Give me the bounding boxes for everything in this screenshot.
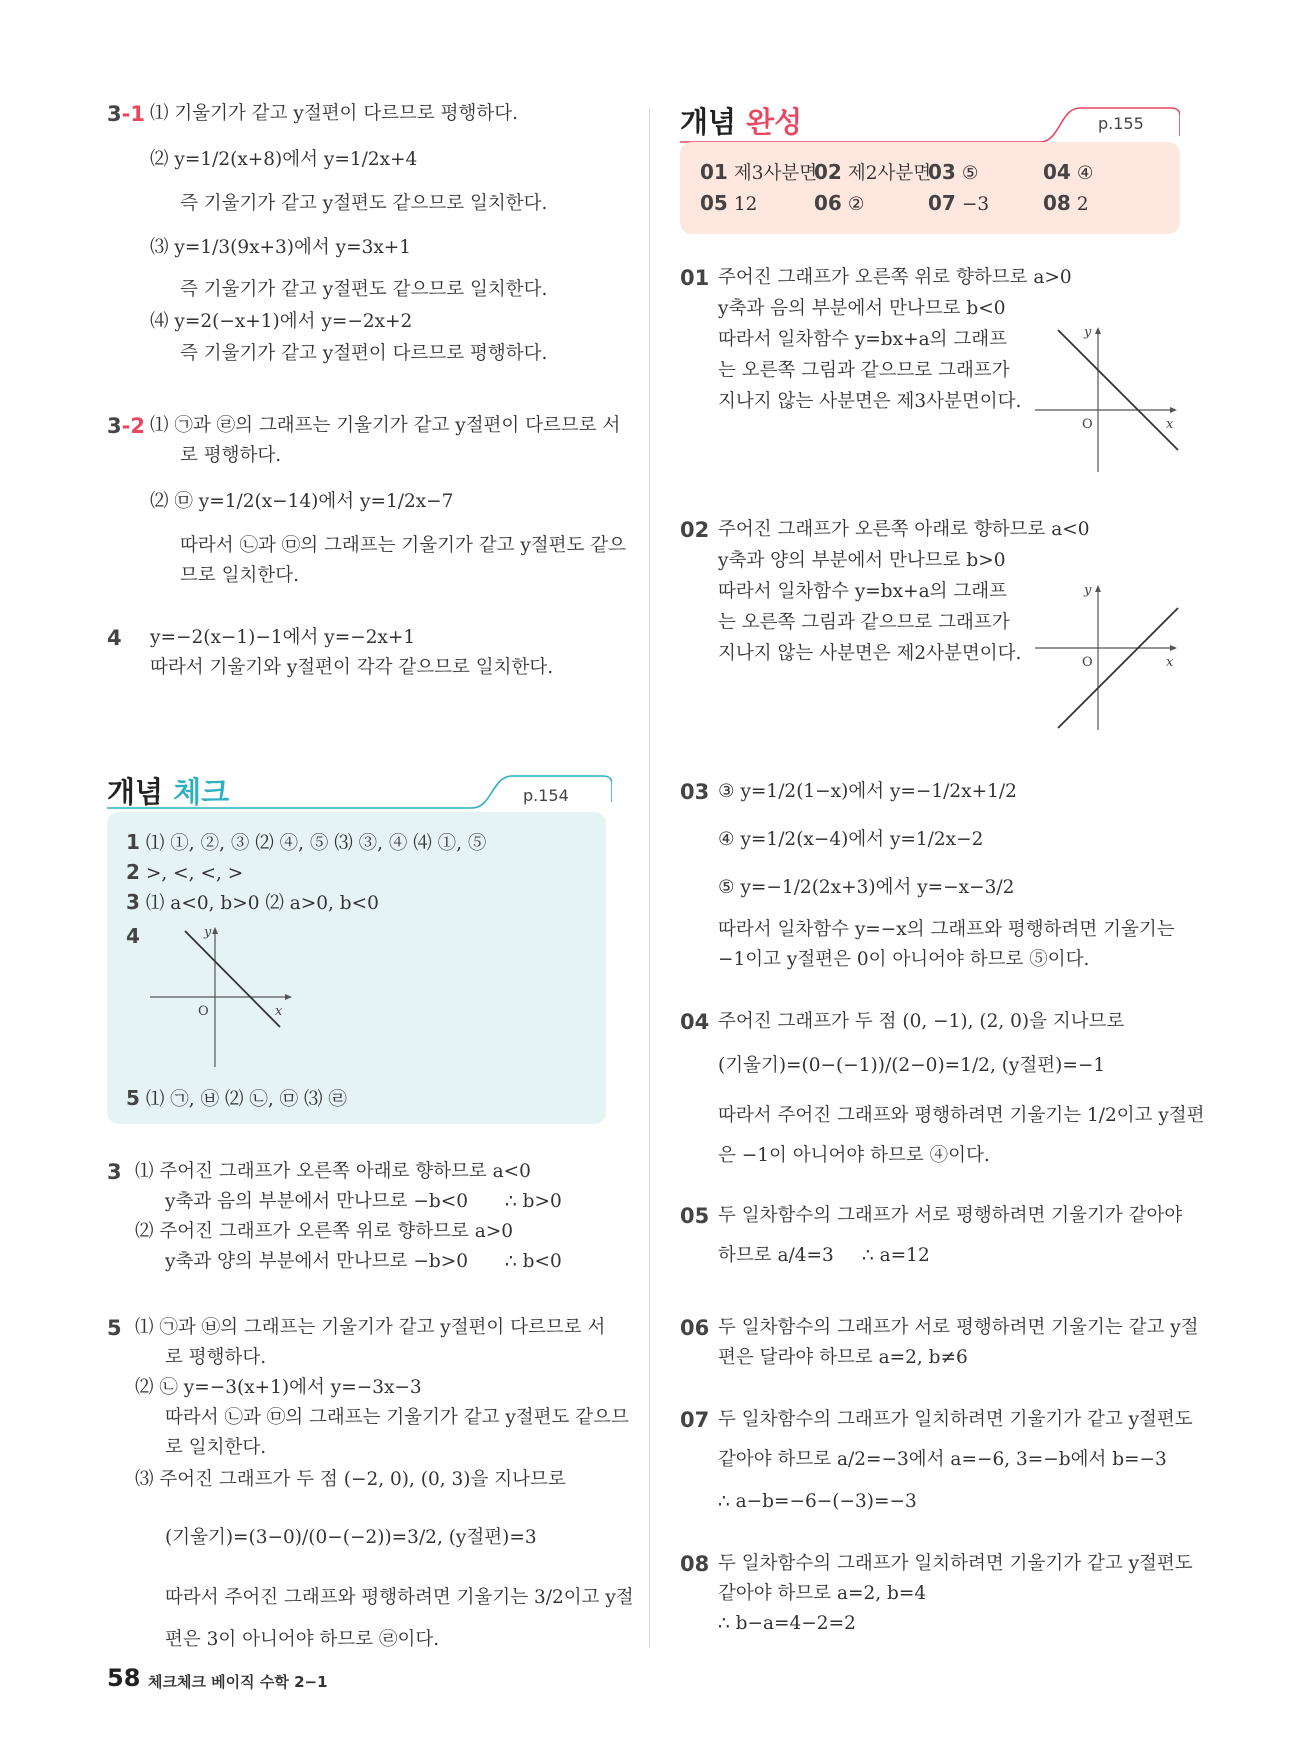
axis-y-label: y bbox=[1084, 325, 1092, 340]
solution-line: 편은 3이 아니어야 하므로 ㉣이다. bbox=[165, 1629, 440, 1650]
check-answer-5: 5 ⑴ ㉠, ㉥ ⑵ ㉡, ㉤ ⑶ ㉣ bbox=[126, 1086, 347, 1110]
solution-line: ⑶ 주어진 그래프가 두 점 (−2, 0), (0, 3)을 지나므로 bbox=[135, 1469, 566, 1490]
solution-line: y축과 음의 부분에서 만나므로 b<0 bbox=[718, 298, 1006, 319]
complete-answer-03: 03 ⑤ bbox=[928, 160, 979, 184]
solution-line: −1이고 y절편은 0이 아니어야 하므로 ⑤이다. bbox=[718, 949, 1090, 970]
solution-line: 지나지 않는 사분면은 제3사분면이다. bbox=[718, 391, 1022, 412]
solution-line: 따라서 주어진 그래프와 평행하려면 기울기는 1/2이고 y절편 bbox=[718, 1105, 1205, 1126]
complete-answer-08: 08 2 bbox=[1043, 191, 1089, 215]
problem-number-07: 07 bbox=[680, 1408, 710, 1432]
solution-line: ⑵ ㉡ y=−3(x+1)에서 y=−3x−3 bbox=[135, 1377, 422, 1398]
solution-line: ⑶ y=1/3(9x+3)에서 y=3x+1 bbox=[150, 237, 412, 258]
solution-line: 따라서 일차함수 y=−x의 그래프와 평행하려면 기울기는 bbox=[718, 919, 1175, 940]
solution-line: 따라서 주어진 그래프와 평행하려면 기울기는 3/2이고 y절 bbox=[165, 1587, 634, 1608]
solution-line: 로 일치한다. bbox=[165, 1437, 267, 1458]
axis-x-label: x bbox=[1166, 655, 1174, 670]
origin-label: O bbox=[198, 1004, 209, 1019]
solution-line: ④ y=1/2(x−4)에서 y=1/2x−2 bbox=[718, 829, 984, 850]
solution-line: 같아야 하므로 a/2=−3에서 a=−6, 3=−b에서 b=−3 bbox=[718, 1449, 1167, 1470]
solution-line: 지나지 않는 사분면은 제2사분면이다. bbox=[718, 643, 1022, 664]
column-divider bbox=[649, 108, 650, 1648]
problem-number-4: 4 bbox=[107, 626, 122, 650]
solution-line: y축과 양의 부분에서 만나므로 −b>0 bbox=[165, 1251, 469, 1272]
page-reference: p.154 bbox=[523, 786, 569, 805]
check-answer-3: 3 ⑴ a<0, b>0 ⑵ a>0, b<0 bbox=[126, 890, 379, 914]
complete-answer-01: 01 제3사분면 bbox=[700, 160, 818, 184]
solution-line: 두 일차함수의 그래프가 일치하려면 기울기가 같고 y절편도 bbox=[718, 1553, 1193, 1574]
problem-number-3-2: 3-2 bbox=[107, 414, 145, 438]
solution-line: 즉 기울기가 같고 y절편이 다르므로 평행하다. bbox=[180, 343, 548, 364]
problem-number-3: 3 bbox=[107, 1160, 122, 1184]
solution-line: ⑷ y=2(−x+1)에서 y=−2x+2 bbox=[150, 311, 413, 332]
solution-line: 따라서 ㉡과 ㉤의 그래프는 기울기가 같고 y절편도 같으므 bbox=[165, 1407, 629, 1428]
solution-line: 므로 일치한다. bbox=[180, 565, 299, 586]
solution-line: 는 오른쪽 그림과 같으므로 그래프가 bbox=[718, 360, 1010, 381]
solution-line: 두 일차함수의 그래프가 일치하려면 기울기가 같고 y절편도 bbox=[718, 1409, 1193, 1430]
solution-line: ⑵ ㉤ y=1/2(x−14)에서 y=1/2x−7 bbox=[150, 491, 454, 512]
solution-line: 두 일차함수의 그래프가 서로 평행하려면 기울기는 같고 y절 bbox=[718, 1317, 1199, 1338]
solution-line: 따라서 기울기와 y절편이 각각 같으므로 일치한다. bbox=[150, 657, 554, 678]
answer-box-complete bbox=[680, 142, 1180, 234]
solution-line: 같아야 하므로 a=2, b=4 bbox=[718, 1583, 927, 1604]
problem-number-02: 02 bbox=[680, 518, 710, 542]
solution-line: ∴ a−b=−6−(−3)=−3 bbox=[718, 1491, 917, 1512]
solution-line: 주어진 그래프가 오른쪽 아래로 향하므로 a<0 bbox=[718, 519, 1090, 540]
complete-answer-02: 02 제2사분면 bbox=[814, 160, 932, 184]
problem-number-01: 01 bbox=[680, 266, 710, 290]
solution-line: 따라서 일차함수 y=bx+a의 그래프 bbox=[718, 329, 1007, 350]
solution-line: ∴ b<0 bbox=[505, 1251, 562, 1272]
origin-label: O bbox=[1082, 417, 1093, 432]
solution-line: 주어진 그래프가 오른쪽 위로 향하므로 a>0 bbox=[718, 267, 1072, 288]
problem-number-04: 04 bbox=[680, 1010, 710, 1034]
complete-answer-05: 05 12 bbox=[700, 191, 758, 215]
graph-01 bbox=[1030, 322, 1182, 474]
solution-line: (기울기)=(0−(−1))/(2−0)=1/2, (y절편)=−1 bbox=[718, 1055, 1106, 1076]
problem-number-3-1: 3-1 bbox=[107, 102, 145, 126]
solution-line: 하므로 a/4=3 bbox=[718, 1245, 834, 1266]
solution-line: ③ y=1/2(1−x)에서 y=−1/2x+1/2 bbox=[718, 781, 1017, 802]
complete-answer-04: 04 ④ bbox=[1043, 160, 1094, 184]
origin-label: O bbox=[1082, 655, 1093, 670]
solution-line: ⑴ 기울기가 같고 y절편이 다르므로 평행하다. bbox=[150, 103, 519, 124]
solution-line: ⑵ 주어진 그래프가 오른쪽 위로 향하므로 a>0 bbox=[135, 1221, 514, 1242]
solution-line: 두 일차함수의 그래프가 서로 평행하려면 기울기가 같아야 bbox=[718, 1205, 1183, 1226]
solution-line: y축과 양의 부분에서 만나므로 b>0 bbox=[718, 550, 1006, 571]
page-reference: p.155 bbox=[1098, 114, 1144, 133]
check-answer-1: 1 ⑴ ①, ②, ③ ⑵ ④, ⑤ ⑶ ③, ④ ⑷ ①, ⑤ bbox=[126, 830, 487, 854]
solution-line: ⑴ ㉠과 ㉥의 그래프는 기울기가 같고 y절편이 다르므로 서 bbox=[135, 1317, 606, 1338]
problem-number-5: 5 bbox=[107, 1316, 122, 1340]
problem-number-06: 06 bbox=[680, 1316, 710, 1340]
problem-number-03: 03 bbox=[680, 780, 710, 804]
solution-line: (기울기)=(3−0)/(0−(−2))=3/2, (y절편)=3 bbox=[165, 1527, 537, 1548]
check-answer-4: 4 bbox=[126, 924, 140, 948]
book-title: 체크체크 베이직 수학 2−1 bbox=[148, 1673, 328, 1691]
solution-line: 따라서 ㉡과 ㉤의 그래프는 기울기가 같고 y절편도 같으 bbox=[180, 535, 627, 556]
solution-line: ∴ b−a=4−2=2 bbox=[718, 1613, 856, 1634]
solution-line: ⑴ 주어진 그래프가 오른쪽 아래로 향하므로 a<0 bbox=[135, 1161, 531, 1182]
problem-number-05: 05 bbox=[680, 1204, 710, 1228]
solution-line: 은 −1이 아니어야 하므로 ④이다. bbox=[718, 1145, 990, 1166]
solution-line: 따라서 일차함수 y=bx+a의 그래프 bbox=[718, 581, 1007, 602]
section-title-check: 개념 체크 bbox=[107, 775, 230, 809]
axis-x-label: x bbox=[275, 1004, 283, 1019]
solution-line: 로 평행하다. bbox=[180, 445, 282, 466]
solution-line: 편은 달라야 하므로 a=2, b≠6 bbox=[718, 1347, 968, 1368]
solution-line: y=−2(x−1)−1에서 y=−2x+1 bbox=[150, 627, 416, 648]
solution-line: 즉 기울기가 같고 y절편도 같으므로 일치한다. bbox=[180, 193, 548, 214]
complete-answer-07: 07 −3 bbox=[928, 191, 990, 215]
solution-line: 즉 기울기가 같고 y절편도 같으므로 일치한다. bbox=[180, 279, 548, 300]
section-title-complete: 개념 완성 bbox=[680, 105, 803, 139]
complete-answer-06: 06 ② bbox=[814, 191, 865, 215]
solution-line: 는 오른쪽 그림과 같으므로 그래프가 bbox=[718, 612, 1010, 633]
solution-line: ∴ a=12 bbox=[862, 1245, 930, 1266]
axis-y-label: y bbox=[204, 925, 212, 940]
check-answer-2: 2 >, <, <, > bbox=[126, 860, 244, 884]
solution-line: ⑤ y=−1/2(2x+3)에서 y=−x−3/2 bbox=[718, 877, 1015, 898]
solution-line: ⑴ ㉠과 ㉣의 그래프는 기울기가 같고 y절편이 다르므로 서 bbox=[150, 415, 621, 436]
graph-02 bbox=[1030, 580, 1182, 732]
solution-line: ⑵ y=1/2(x+8)에서 y=1/2x+4 bbox=[150, 149, 418, 170]
problem-number-08: 08 bbox=[680, 1552, 710, 1576]
axis-x-label: x bbox=[1166, 417, 1174, 432]
solution-line: ∴ b>0 bbox=[505, 1191, 562, 1212]
page-number: 58 bbox=[107, 1664, 141, 1692]
solution-line: y축과 음의 부분에서 만나므로 −b<0 bbox=[165, 1191, 469, 1212]
solution-line: 주어진 그래프가 두 점 (0, −1), (2, 0)을 지나므로 bbox=[718, 1011, 1125, 1032]
solution-line: 로 평행하다. bbox=[165, 1347, 267, 1368]
check-graph-4 bbox=[140, 922, 300, 1072]
axis-y-label: y bbox=[1084, 583, 1092, 598]
